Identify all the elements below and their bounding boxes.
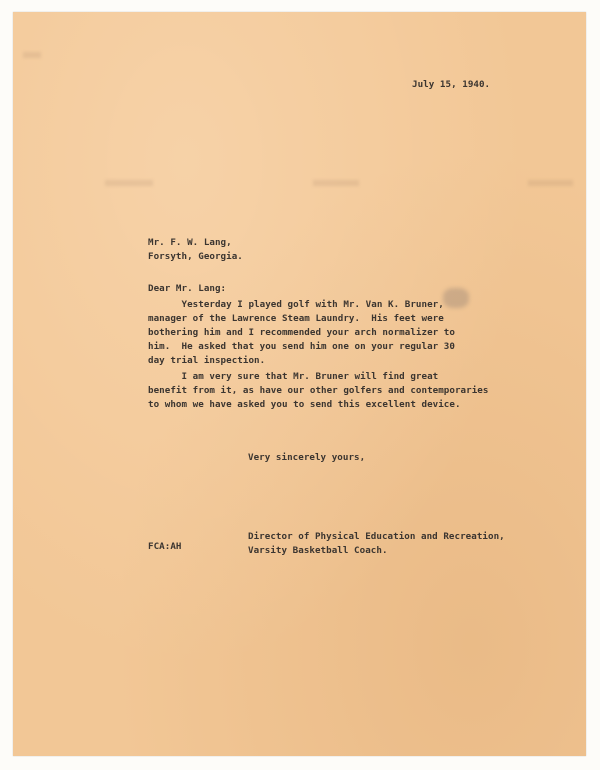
- signature-title-1: Director of Physical Education and Recreation,: [248, 531, 505, 542]
- bleed-through-mark: [313, 180, 359, 186]
- signature-title-2: Varsity Basketball Coach.: [248, 545, 388, 556]
- letter-date: July 15, 1940.: [412, 79, 491, 90]
- recipient-name: Mr. F. W. Lang,: [148, 237, 232, 248]
- paragraph-1-line: Yesterday I played golf with Mr. Van K. Bruner,: [148, 299, 444, 310]
- bleed-through-mark: [528, 180, 573, 186]
- paragraph-1-line: bothering him and I recommended your arch normalizer to: [148, 327, 455, 338]
- recipient-city: Forsyth, Georgia.: [148, 251, 243, 262]
- bleed-through-mark: [105, 180, 153, 186]
- paragraph-2-line: benefit from it, as have our other golfers and contemporaries: [148, 385, 489, 396]
- smudge-mark: [443, 288, 469, 308]
- paragraph-2-line: to whom we have asked you to send this excellent device.: [148, 399, 461, 410]
- typist-initials: FCA:AH: [148, 541, 182, 552]
- paragraph-2-line: I am very sure that Mr. Bruner will find great: [148, 371, 439, 382]
- paragraph-1-line: him. He asked that you send him one on your regular 30: [148, 341, 455, 352]
- paragraph-1-line: manager of the Lawrence Steam Laundry. His feet were: [148, 313, 444, 324]
- salutation: Dear Mr. Lang:: [148, 283, 227, 294]
- paragraph-1-line: day trial inspection.: [148, 355, 266, 366]
- closing: Very sincerely yours,: [248, 452, 366, 463]
- bleed-through-mark: [23, 52, 41, 58]
